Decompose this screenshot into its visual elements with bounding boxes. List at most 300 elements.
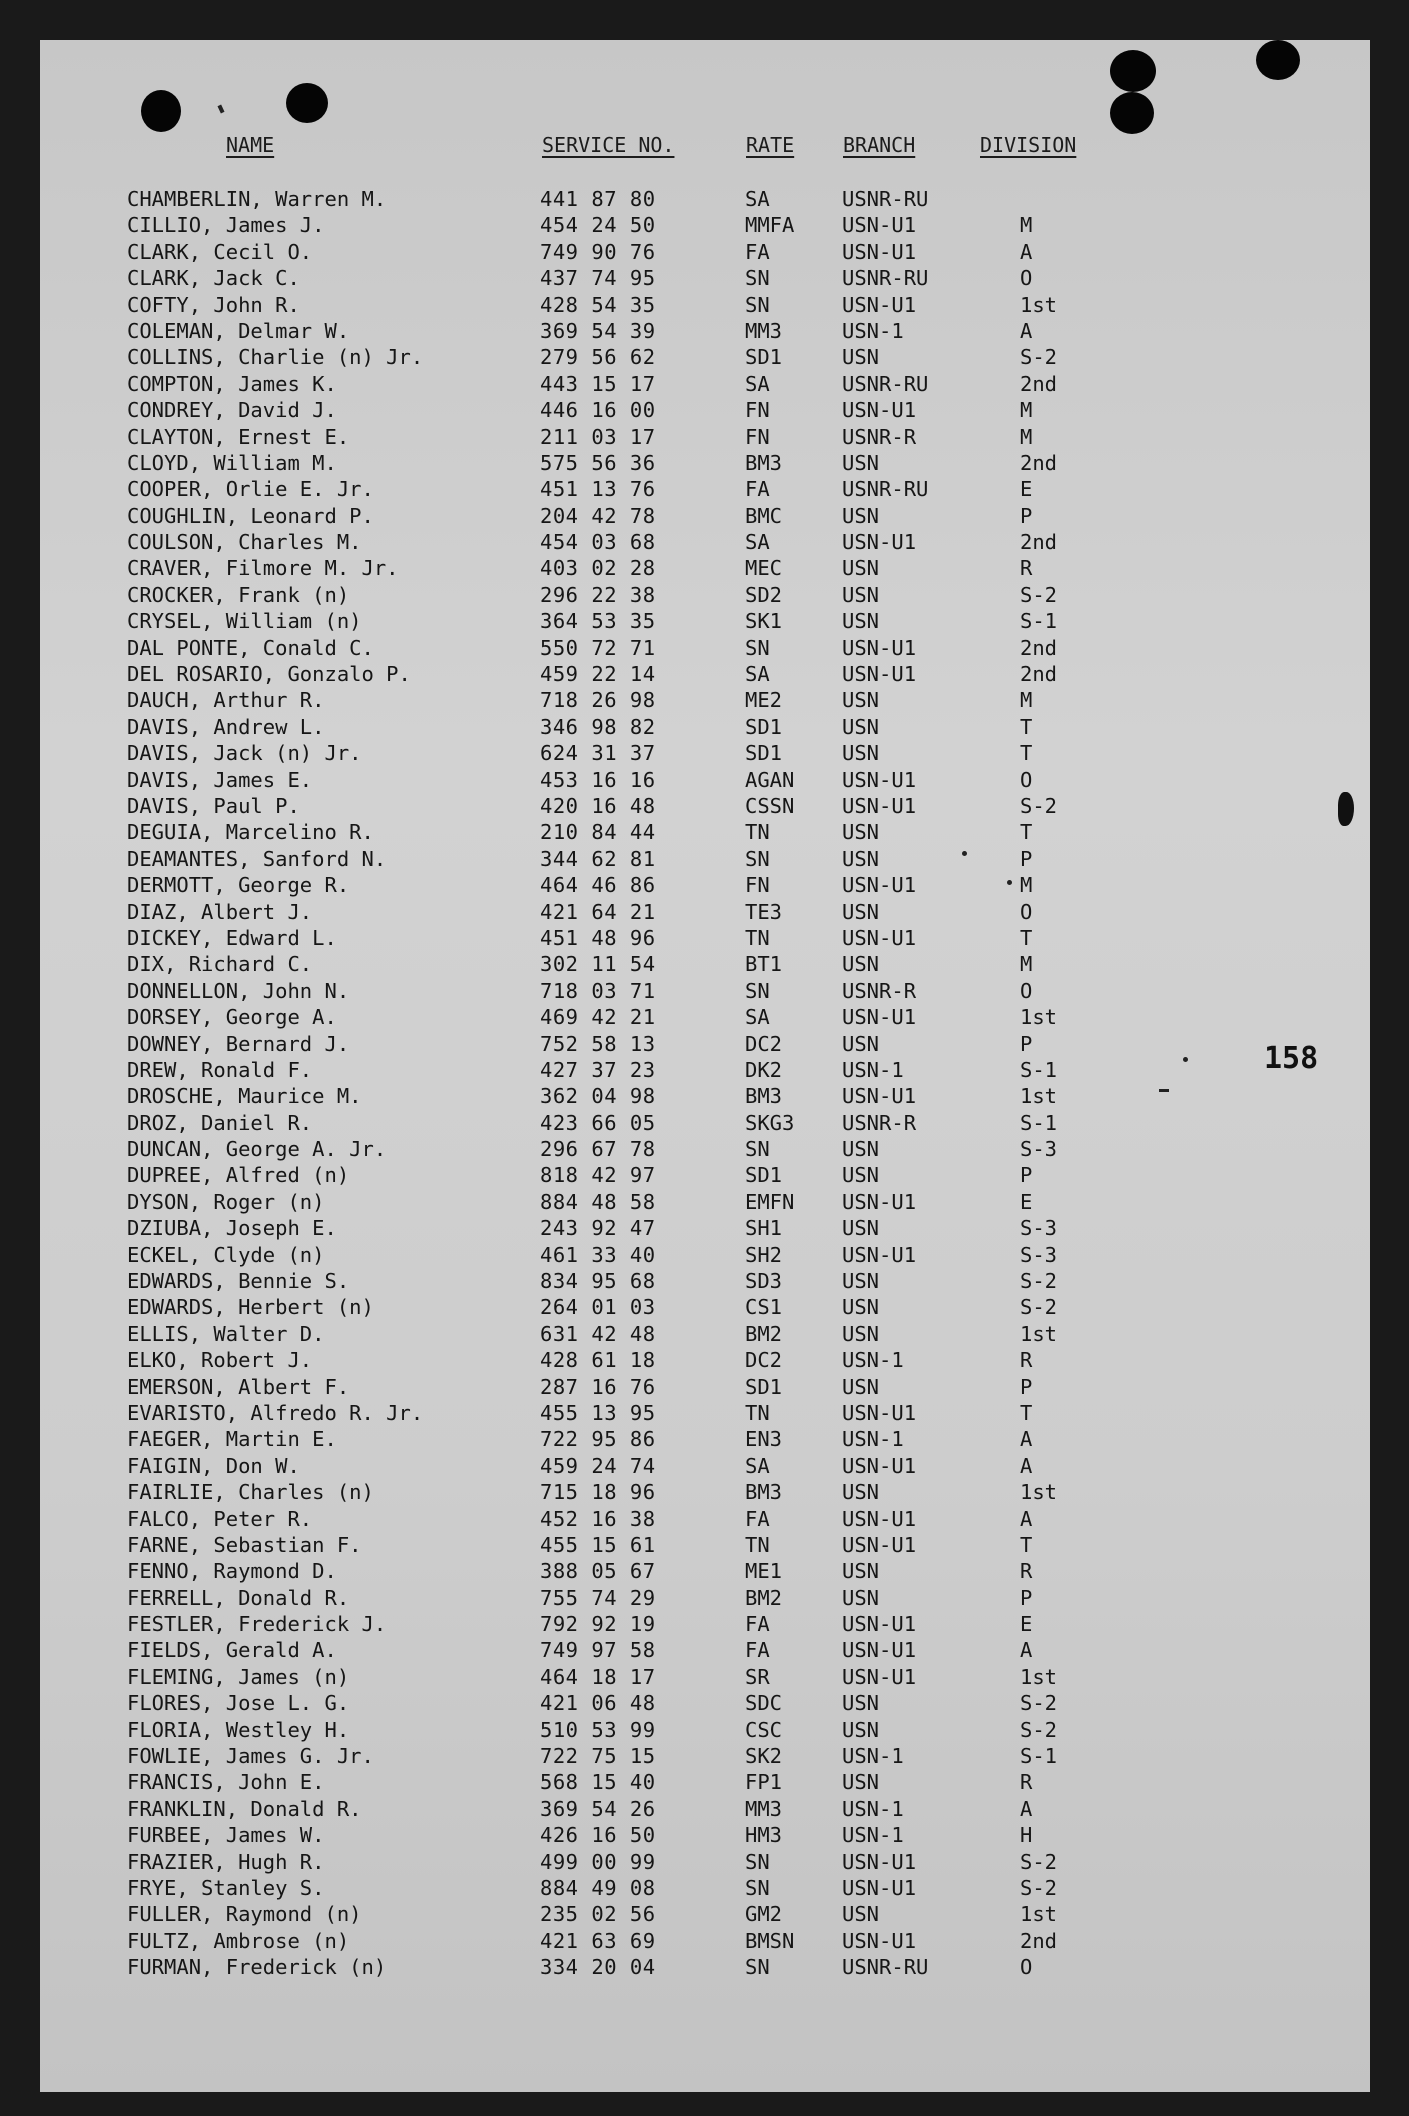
rate-cell: DC2 [745,1031,783,1056]
branch-cell: USNR-RU [842,371,929,396]
division-cell: S-2 [1020,1717,1058,1742]
header-rate: RATE [746,133,795,157]
table-row [0,1400,1409,1426]
table-row [0,1928,1409,1954]
division-cell: T [1020,925,1033,950]
division-cell: A [1020,318,1033,343]
rate-cell: CSSN [745,793,795,818]
service-no-cell: 235 02 56 [540,1902,656,1927]
table-row [0,1954,1409,1980]
name-cell: EVARISTO, Alfredo R. Jr. [127,1400,424,1425]
rate-cell: SD1 [745,714,783,739]
division-cell: S-2 [1020,1849,1058,1874]
division-cell: A [1020,239,1033,264]
division-cell: A [1020,1427,1033,1452]
name-cell: DAVIS, Paul P. [127,793,300,818]
service-no-cell: 423 66 05 [540,1110,656,1135]
table-row [0,1558,1409,1584]
rate-cell: BM2 [745,1585,783,1610]
rate-cell: SD1 [745,741,783,766]
name-cell: DREW, Ronald F. [127,1057,313,1082]
branch-cell: USN [842,1269,880,1294]
name-cell: DIX, Richard C. [127,952,313,977]
name-cell: COLEMAN, Delmar W. [127,318,350,343]
service-no-cell: 421 64 21 [540,899,656,924]
rate-cell: SD3 [745,1269,783,1294]
punch-hole-top-right-3 [1256,40,1300,80]
service-no-cell: 451 48 96 [540,925,656,950]
rate-cell: HM3 [745,1823,783,1848]
name-cell: FRANCIS, John E. [127,1770,325,1795]
branch-cell: USN [842,1374,880,1399]
division-cell: S-2 [1020,1269,1058,1294]
service-no-cell: 464 46 86 [540,873,656,898]
division-cell: S-2 [1020,1295,1058,1320]
table-row [0,1004,1409,1030]
branch-cell: USN [842,609,880,634]
table-row [0,1031,1409,1057]
service-no-cell: 755 74 29 [540,1585,656,1610]
name-cell: DAL PONTE, Conald C. [127,635,374,660]
table-row [0,1136,1409,1162]
service-no-cell: 455 15 61 [540,1532,656,1557]
service-no-cell: 426 16 50 [540,1823,656,1848]
table-row [0,1532,1409,1558]
table-row [0,555,1409,581]
division-cell: S-1 [1020,1057,1058,1082]
branch-cell: USN [842,1163,880,1188]
table-row [0,397,1409,423]
rate-cell: ME1 [745,1559,783,1584]
service-no-cell: 428 61 18 [540,1348,656,1373]
service-no-cell: 718 03 71 [540,978,656,1003]
rate-cell: EMFN [745,1189,795,1214]
service-no-cell: 346 98 82 [540,714,656,739]
service-no-cell: 296 67 78 [540,1137,656,1162]
service-no-cell: 575 56 36 [540,450,656,475]
branch-cell: USN-U1 [842,1928,917,1953]
branch-cell: USN-U1 [842,1849,917,1874]
table-row [0,450,1409,476]
service-no-cell: 461 33 40 [540,1242,656,1267]
branch-cell: USN [842,556,880,581]
division-cell: P [1020,846,1033,871]
division-cell: O [1020,899,1033,924]
table-row [0,292,1409,318]
branch-cell: USN [842,1559,880,1584]
name-cell: EDWARDS, Herbert (n) [127,1295,374,1320]
service-no-cell: 454 24 50 [540,213,656,238]
service-no-cell: 884 49 08 [540,1876,656,1900]
rate-cell: TN [745,1532,770,1557]
table-row [0,1189,1409,1215]
service-no-cell: 364 53 35 [540,609,656,634]
table-row [0,661,1409,687]
name-cell: DORSEY, George A. [127,1005,337,1030]
division-cell: S-2 [1020,793,1058,818]
branch-cell: USN-1 [842,1744,904,1769]
service-no-cell: 204 42 78 [540,503,656,528]
table-row [0,1162,1409,1188]
division-cell: R [1020,556,1033,581]
service-no-cell: 369 54 26 [540,1796,656,1821]
rate-cell: BM2 [745,1321,783,1346]
rate-cell: CSC [745,1717,783,1742]
table-row [0,1849,1409,1875]
rate-cell: SK2 [745,1744,783,1769]
name-cell: FAIGIN, Don W. [127,1453,300,1478]
division-cell: S-2 [1020,1876,1058,1900]
branch-cell: USNR-R [842,424,917,449]
name-cell: ELKO, Robert J. [127,1348,313,1373]
table-row [0,476,1409,502]
rate-cell: BMC [745,503,783,528]
rate-cell: FA [745,1612,770,1637]
rate-cell: FA [745,1638,770,1663]
table-row [0,582,1409,608]
division-cell: O [1020,767,1033,792]
branch-cell: USN-U1 [842,793,917,818]
division-cell: S-2 [1020,345,1058,370]
branch-cell: USN [842,846,880,871]
service-no-cell: 453 16 16 [540,767,656,792]
name-cell: DAVIS, Andrew L. [127,714,325,739]
name-cell: COOPER, Orlie E. Jr. [127,477,374,502]
rate-cell: MEC [745,556,783,581]
name-cell: DAVIS, James E. [127,767,313,792]
table-row [0,635,1409,661]
branch-cell: USN-1 [842,1823,904,1848]
rate-cell: CS1 [745,1295,783,1320]
service-no-cell: 722 95 86 [540,1427,656,1452]
table-row [0,608,1409,634]
table-row [0,1611,1409,1637]
rate-cell: MMFA [745,213,795,238]
branch-cell: USN [842,1480,880,1505]
branch-cell: USN [842,1717,880,1742]
branch-cell: USN [842,1770,880,1795]
service-no-cell: 715 18 96 [540,1480,656,1505]
branch-cell: USN-U1 [842,767,917,792]
table-row [0,503,1409,529]
branch-cell: USN [842,1902,880,1927]
table-row [0,714,1409,740]
header-name: NAME [226,133,275,157]
division-cell: P [1020,1374,1033,1399]
rate-cell: TN [745,820,770,845]
punch-hole-top-right-2 [1110,92,1154,134]
branch-cell: USN [842,345,880,370]
rate-cell: SH2 [745,1242,783,1267]
division-cell: T [1020,1400,1033,1425]
service-no-cell: 452 16 38 [540,1506,656,1531]
name-cell: DROSCHE, Maurice M. [127,1084,362,1109]
branch-cell: USN-U1 [842,398,917,423]
table-row [0,925,1409,951]
rate-cell: FA [745,477,770,502]
name-cell: FLORES, Jose L. G. [127,1691,350,1716]
service-no-cell: 427 37 23 [540,1057,656,1082]
service-no-cell: 749 90 76 [540,239,656,264]
division-cell: E [1020,1612,1033,1637]
rate-cell: SD1 [745,1374,783,1399]
division-cell: H [1020,1823,1033,1848]
rate-cell: SKG3 [745,1110,795,1135]
branch-cell: USNR-RU [842,187,929,211]
table-row [0,1374,1409,1400]
service-no-cell: 459 24 74 [540,1453,656,1478]
division-cell: A [1020,1638,1033,1663]
rate-cell: FN [745,424,770,449]
service-no-cell: 388 05 67 [540,1559,656,1584]
table-row [0,1506,1409,1532]
punch-hole-top-right-1 [1110,50,1156,92]
rate-cell: SA [745,530,770,555]
division-cell: 2nd [1020,530,1058,555]
name-cell: FALCO, Peter R. [127,1506,313,1531]
table-row [0,318,1409,344]
rate-cell: TN [745,1400,770,1425]
division-cell: E [1020,477,1033,502]
division-cell: 1st [1020,1084,1058,1109]
rate-cell: SD1 [745,345,783,370]
division-cell: P [1020,503,1033,528]
branch-cell: USN [842,1585,880,1610]
name-cell: DONNELLON, John N. [127,978,350,1003]
branch-cell: USN-1 [842,1057,904,1082]
branch-cell: USN [842,1031,880,1056]
branch-cell: USNR-R [842,978,917,1003]
name-cell: COFTY, John R. [127,292,300,317]
table-row [0,1057,1409,1083]
rate-cell: SH1 [745,1216,783,1241]
service-no-cell: 243 92 47 [540,1216,656,1241]
branch-cell: USN [842,899,880,924]
division-cell: O [1020,266,1033,291]
table-row [0,265,1409,291]
service-no-cell: 749 97 58 [540,1638,656,1663]
service-no-cell: 451 13 76 [540,477,656,502]
branch-cell: USN-U1 [842,1664,917,1689]
name-cell: COULSON, Charles M. [127,530,362,555]
page-number: 158 [1264,1041,1319,1076]
table-row [0,1901,1409,1927]
division-cell: R [1020,1348,1033,1373]
service-no-cell: 752 58 13 [540,1031,656,1056]
table-row [0,1743,1409,1769]
name-cell: ECKEL, Clyde (n) [127,1242,325,1267]
service-no-cell: 369 54 39 [540,318,656,343]
table-row [0,1479,1409,1505]
name-cell: FIELDS, Gerald A. [127,1638,337,1663]
service-no-cell: 420 16 48 [540,793,656,818]
branch-cell: USN [842,714,880,739]
rate-cell: TE3 [745,899,783,924]
name-cell: DYSON, Roger (n) [127,1189,325,1214]
rate-cell: EN3 [745,1427,783,1452]
service-no-cell: 437 74 95 [540,266,656,291]
rate-cell: SR [745,1664,770,1689]
division-cell: A [1020,1796,1033,1821]
division-cell: 1st [1020,292,1058,317]
header-service-no: SERVICE NO. [542,133,675,157]
table-row [0,1690,1409,1716]
name-cell: FULTZ, Ambrose (n) [127,1928,350,1953]
name-cell: DERMOTT, George R. [127,873,350,898]
service-no-cell: 441 87 80 [540,187,656,211]
table-row [0,1321,1409,1347]
division-cell: S-3 [1020,1216,1058,1241]
rate-cell: SN [745,846,770,871]
division-cell: S-3 [1020,1242,1058,1267]
name-cell: DOWNEY, Bernard J. [127,1031,350,1056]
table-row [0,951,1409,977]
table-row [0,1347,1409,1373]
rate-cell: SN [745,978,770,1003]
service-no-cell: 834 95 68 [540,1269,656,1294]
service-no-cell: 403 02 28 [540,556,656,581]
name-cell: FRANKLIN, Donald R. [127,1796,362,1821]
name-cell: FRYE, Stanley S. [127,1876,325,1900]
rate-cell: SN [745,635,770,660]
service-no-cell: 279 56 62 [540,345,656,370]
rate-cell: BT1 [745,952,783,977]
rate-cell: FP1 [745,1770,783,1795]
name-cell: FURBEE, James W. [127,1823,325,1848]
service-no-cell: 884 48 58 [540,1189,656,1214]
service-no-cell: 818 42 97 [540,1163,656,1188]
division-cell: P [1020,1163,1033,1188]
name-cell: CLOYD, William M. [127,450,337,475]
table-row [0,846,1409,872]
branch-cell: USN-U1 [842,239,917,264]
rate-cell: DC2 [745,1348,783,1373]
service-no-cell: 792 92 19 [540,1612,656,1637]
division-cell: T [1020,820,1033,845]
service-no-cell: 718 26 98 [540,688,656,713]
name-cell: ELLIS, Walter D. [127,1321,325,1346]
division-cell: M [1020,952,1033,977]
name-cell: FAIRLIE, Charles (n) [127,1480,374,1505]
branch-cell: USNR-RU [842,477,929,502]
division-cell: 2nd [1020,662,1058,687]
rate-cell: SA [745,662,770,687]
table-row [0,1822,1409,1848]
service-no-cell: 362 04 98 [540,1084,656,1109]
table-row [0,1453,1409,1479]
division-cell: O [1020,978,1033,1003]
rate-cell: FN [745,873,770,898]
table-row [0,1717,1409,1743]
division-cell: T [1020,1532,1033,1557]
name-cell: COLLINS, Charlie (n) Jr. [127,345,424,370]
name-cell: COUGHLIN, Leonard P. [127,503,374,528]
table-row [0,1585,1409,1611]
table-row [0,1215,1409,1241]
service-no-cell: 464 18 17 [540,1664,656,1689]
division-cell: S-1 [1020,1110,1058,1135]
rate-cell: SK1 [745,609,783,634]
branch-cell: USN [842,1137,880,1162]
branch-cell: USN-U1 [842,1638,917,1663]
table-row [0,344,1409,370]
name-cell: DZIUBA, Joseph E. [127,1216,337,1241]
table-row [0,1769,1409,1795]
table-row [0,1664,1409,1690]
division-cell: S-1 [1020,1744,1058,1769]
division-cell: 1st [1020,1664,1058,1689]
rate-cell: SN [745,1137,770,1162]
rate-cell: BMSN [745,1928,795,1953]
table-row [0,1242,1409,1268]
division-cell: M [1020,424,1033,449]
branch-cell: USN [842,450,880,475]
division-cell: 1st [1020,1480,1058,1505]
name-cell: DEAMANTES, Sanford N. [127,846,387,871]
division-cell: M [1020,688,1033,713]
name-cell: CILLIO, James J. [127,213,325,238]
branch-cell: USN-U1 [842,635,917,660]
branch-cell: USN-U1 [842,1612,917,1637]
table-row [0,767,1409,793]
division-cell: A [1020,1506,1033,1531]
name-cell: DUPREE, Alfred (n) [127,1163,350,1188]
rate-cell: SA [745,1005,770,1030]
branch-cell: USN-1 [842,1796,904,1821]
header-division: DIVISION [980,133,1077,157]
branch-cell: USN-U1 [842,873,917,898]
division-cell: S-1 [1020,609,1058,634]
branch-cell: USN-U1 [842,1453,917,1478]
service-no-cell: 296 22 38 [540,582,656,607]
table-row [0,1426,1409,1452]
branch-cell: USNR-RU [842,1955,929,1980]
branch-cell: USN-1 [842,1348,904,1373]
name-cell: CLAYTON, Ernest E. [127,424,350,449]
division-cell: M [1020,398,1033,423]
division-cell: M [1020,213,1033,238]
name-cell: FURMAN, Frederick (n) [127,1955,387,1980]
name-cell: CLARK, Jack C. [127,266,300,291]
table-row [0,1110,1409,1136]
branch-cell: USN-U1 [842,1532,917,1557]
rate-cell: SA [745,1453,770,1478]
name-cell: DICKEY, Edward L. [127,925,337,950]
service-no-cell: 446 16 00 [540,398,656,423]
name-cell: FOWLIE, James G. Jr. [127,1744,374,1769]
table-row [0,872,1409,898]
personnel-table [0,186,1409,1981]
branch-cell: USN [842,582,880,607]
branch-cell: USN-U1 [842,1242,917,1267]
service-no-cell: 287 16 76 [540,1374,656,1399]
table-row [0,819,1409,845]
division-cell: S-2 [1020,1691,1058,1716]
punch-hole-top-left-1 [141,90,181,132]
division-cell: 2nd [1020,1928,1058,1953]
name-cell: FARNE, Sebastian F. [127,1532,362,1557]
service-no-cell: 499 00 99 [540,1849,656,1874]
branch-cell: USN-U1 [842,1005,917,1030]
name-cell: CHAMBERLIN, Warren M. [127,187,387,211]
service-no-cell: 510 53 99 [540,1717,656,1742]
name-cell: DAUCH, Arthur R. [127,688,325,713]
service-no-cell: 459 22 14 [540,662,656,687]
division-cell: R [1020,1559,1033,1584]
branch-cell: USN [842,1321,880,1346]
table-row [0,529,1409,555]
branch-cell: USN [842,820,880,845]
